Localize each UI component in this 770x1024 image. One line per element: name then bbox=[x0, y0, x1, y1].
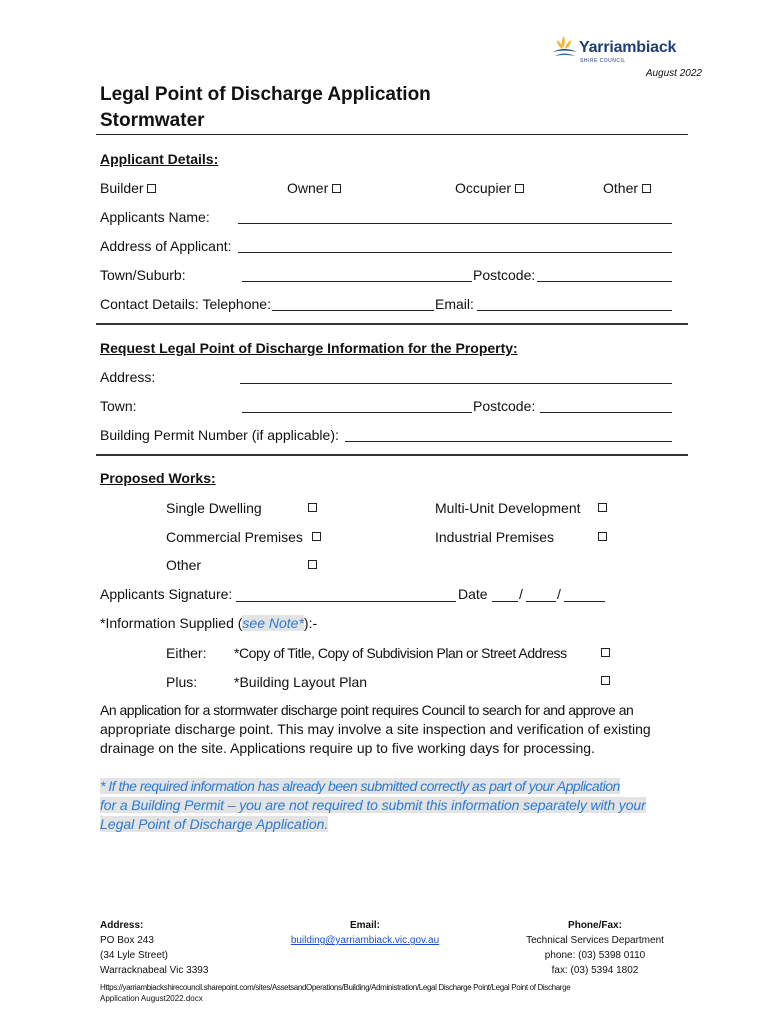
applicant-address-field[interactable] bbox=[238, 252, 672, 253]
footer-address-heading: Address: bbox=[100, 920, 144, 931]
page-title: Legal Point of Discharge Application bbox=[100, 84, 431, 105]
building-permit-label: Building Permit Number (if applicable): bbox=[100, 427, 339, 443]
section-divider-2 bbox=[96, 454, 688, 456]
page-subtitle: Stormwater bbox=[100, 110, 205, 131]
file-path-line-2: Application August2022.docx bbox=[100, 994, 203, 1003]
plus-checkbox[interactable] bbox=[601, 676, 610, 685]
file-path-line-1: Https://yarriambiackshirecouncil.sharepoint.com/sites/AssetsandOperations/Building/Administration/Legal Discharge Point/Legal Point of Discharge bbox=[100, 983, 571, 992]
property-town-field[interactable] bbox=[242, 412, 472, 413]
footer-phone-line-2: phone: (03) 5398 0110 bbox=[544, 950, 646, 961]
note-line-1: * If the required information has already been submitted correctly as part of your Application bbox=[100, 778, 620, 794]
builder-checkbox[interactable] bbox=[147, 184, 156, 193]
commercial-premises-label: Commercial Premises bbox=[166, 529, 303, 545]
footer-phone-line-3: fax: (03) 5394 1802 bbox=[551, 965, 639, 976]
other-works-checkbox[interactable] bbox=[308, 560, 317, 569]
title-divider bbox=[96, 134, 688, 135]
document-date: August 2022 bbox=[645, 68, 702, 79]
applicant-type-owner[interactable] bbox=[287, 180, 341, 196]
footer-email bbox=[280, 920, 450, 948]
logo-name: Yarriambiack bbox=[579, 39, 677, 56]
plus-label: Plus: bbox=[166, 674, 198, 690]
plus-requirement: *Building Layout Plan bbox=[234, 674, 368, 690]
date-year-field[interactable] bbox=[564, 601, 605, 602]
town-suburb-field[interactable] bbox=[242, 281, 472, 282]
paragraph-line-2: appropriate discharge point. This may involve a site inspection and verification of existing bbox=[100, 721, 651, 737]
property-postcode-field[interactable] bbox=[540, 412, 672, 413]
occupier-label: Occupier bbox=[455, 180, 512, 196]
either-requirement: *Copy of Title, Copy of Subdivision Plan or Street Address bbox=[234, 645, 567, 661]
builder-label: Builder bbox=[100, 180, 144, 196]
date-label: Date bbox=[458, 586, 488, 602]
date-day-field[interactable] bbox=[492, 601, 518, 602]
signature-label: Applicants Signature: bbox=[100, 586, 233, 602]
note-block bbox=[100, 777, 700, 834]
footer-phone-line-1: Technical Services Department bbox=[526, 935, 664, 946]
date-separator-2: / bbox=[557, 586, 561, 602]
contact-telephone-label: Contact Details: Telephone: bbox=[100, 296, 271, 312]
applicant-address-label: Address of Applicant: bbox=[100, 238, 232, 254]
footer-email-link[interactable]: building@yarriambiack.vic.gov.au bbox=[290, 935, 440, 946]
footer-address-line-2: (34 Lyle Street) bbox=[100, 950, 168, 961]
industrial-premises-label: Industrial Premises bbox=[435, 529, 555, 545]
footer-address-line-1: PO Box 243 bbox=[100, 935, 154, 946]
council-logo bbox=[551, 34, 691, 70]
applicant-type-occupier[interactable] bbox=[455, 180, 524, 196]
processing-paragraph bbox=[100, 701, 700, 758]
footer-phone bbox=[505, 920, 685, 978]
footer-address bbox=[100, 920, 208, 978]
applicant-type-other[interactable] bbox=[603, 180, 651, 196]
signature-field[interactable] bbox=[236, 601, 456, 602]
request-info-heading: Request Legal Point of Discharge Information for the Property: bbox=[100, 340, 518, 356]
telephone-field[interactable] bbox=[272, 310, 434, 311]
other-checkbox[interactable] bbox=[642, 184, 651, 193]
town-suburb-label: Town/Suburb: bbox=[100, 267, 186, 283]
wheat-logo-icon bbox=[551, 34, 579, 66]
date-separator-1: / bbox=[519, 586, 523, 602]
owner-label: Owner bbox=[287, 180, 329, 196]
paragraph-line-3: drainage on the site. Applications require up to five working days for processing. bbox=[100, 740, 595, 756]
info-prefix: *Information Supplied ( bbox=[100, 615, 243, 631]
multi-unit-checkbox[interactable] bbox=[598, 503, 607, 512]
postcode-field[interactable] bbox=[537, 281, 672, 282]
property-town-label: Town: bbox=[100, 398, 137, 414]
note-line-3: Legal Point of Discharge Application. bbox=[100, 816, 329, 832]
either-label: Either: bbox=[166, 645, 207, 661]
email-label: Email: bbox=[435, 296, 474, 312]
occupier-checkbox[interactable] bbox=[515, 184, 524, 193]
date-month-field[interactable] bbox=[526, 601, 556, 602]
property-postcode-label: Postcode: bbox=[473, 398, 536, 414]
footer-address-line-3: Warracknabeal Vic 3393 bbox=[100, 965, 209, 976]
other-works-label: Other bbox=[166, 557, 202, 573]
commercial-premises-checkbox[interactable] bbox=[312, 532, 321, 541]
see-note-link[interactable]: see Note* bbox=[242, 615, 304, 631]
logo-subtitle: SHIRE COUNCIL bbox=[580, 58, 626, 64]
other-label: Other bbox=[603, 180, 639, 196]
information-supplied bbox=[100, 615, 317, 631]
section-divider bbox=[96, 323, 688, 325]
footer-email-heading: Email: bbox=[349, 920, 380, 931]
building-permit-field[interactable] bbox=[345, 441, 672, 442]
single-dwelling-checkbox[interactable] bbox=[308, 503, 317, 512]
paragraph-line-1: An application for a stormwater discharge point requires Council to search for and approve an bbox=[100, 702, 634, 718]
property-address-field[interactable] bbox=[240, 383, 672, 384]
proposed-works-heading: Proposed Works: bbox=[100, 470, 216, 486]
industrial-premises-checkbox[interactable] bbox=[598, 532, 607, 541]
footer-file-path bbox=[100, 982, 690, 1004]
single-dwelling-label: Single Dwelling bbox=[166, 500, 262, 516]
email-field[interactable] bbox=[477, 310, 672, 311]
info-suffix: ):- bbox=[303, 615, 318, 631]
footer-phone-heading: Phone/Fax: bbox=[568, 920, 622, 931]
postcode-label: Postcode: bbox=[473, 267, 536, 283]
applicant-name-field[interactable] bbox=[238, 223, 672, 224]
applicant-details-heading: Applicant Details: bbox=[100, 151, 219, 167]
applicant-name-label: Applicants Name: bbox=[100, 209, 210, 225]
multi-unit-label: Multi-Unit Development bbox=[435, 500, 581, 516]
owner-checkbox[interactable] bbox=[332, 184, 341, 193]
note-line-2: for a Building Permit – you are not required to submit this information separately with your bbox=[100, 797, 646, 813]
applicant-type-builder[interactable] bbox=[100, 180, 156, 196]
either-checkbox[interactable] bbox=[601, 648, 610, 657]
property-address-label: Address: bbox=[100, 369, 156, 385]
